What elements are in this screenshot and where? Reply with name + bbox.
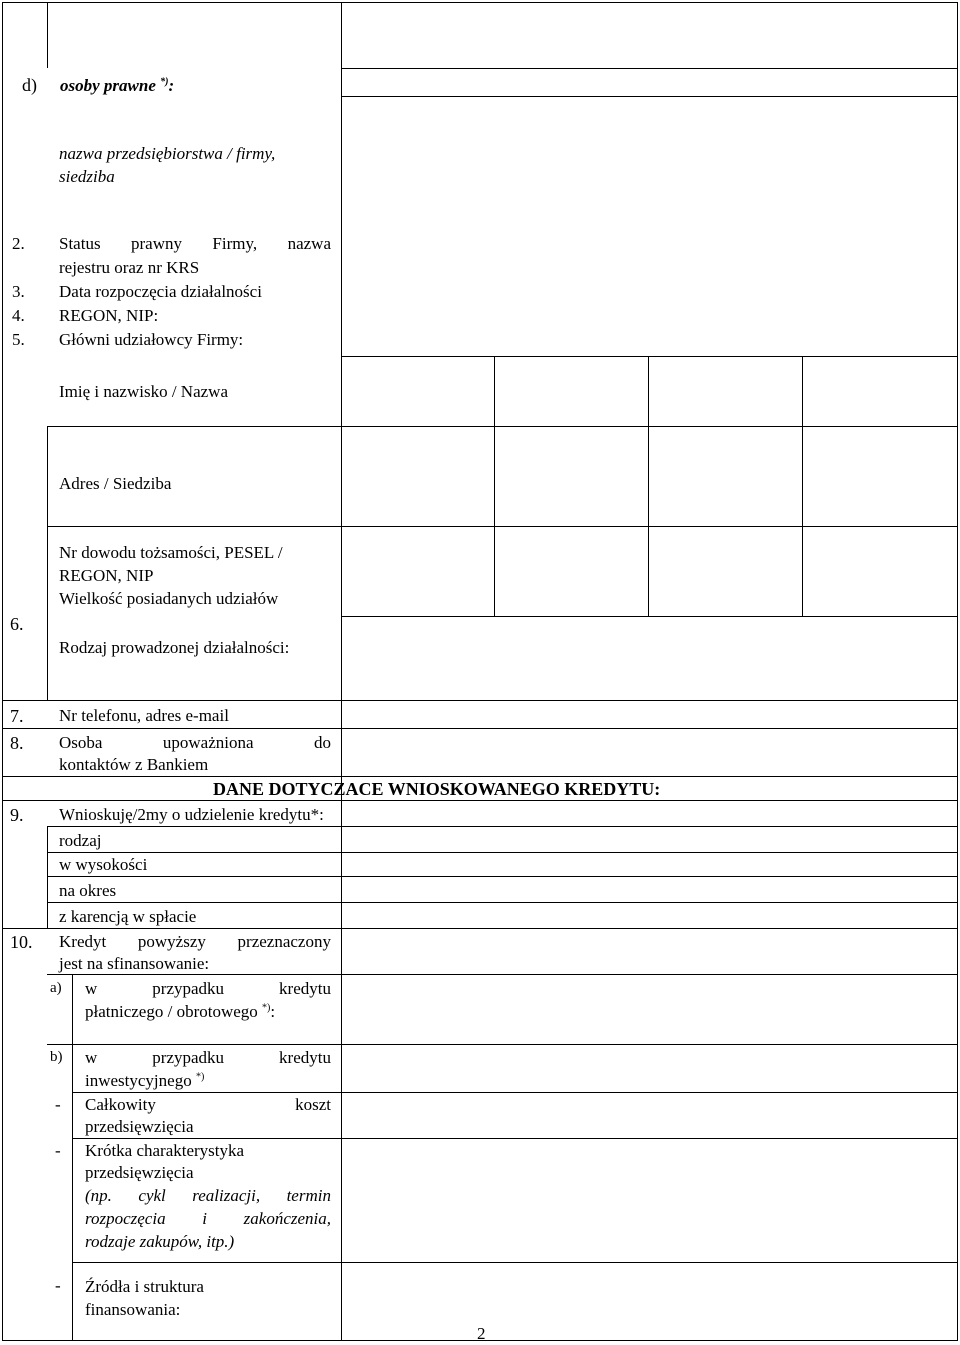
row-2-number: 2. [12, 234, 25, 253]
row-10a-line2 [85, 1000, 275, 1023]
word: do [314, 733, 331, 752]
row-3-label: Data rozpoczęcia działalności [59, 282, 262, 301]
word: Status [59, 234, 101, 253]
desc-line4 [85, 1207, 331, 1230]
word: w [85, 1048, 98, 1067]
row-4-number: 4. [12, 306, 25, 325]
word: przypadku [152, 979, 225, 998]
cost-line2: przedsięwzięcia [85, 1117, 194, 1136]
word: rozpoczęcia [85, 1209, 166, 1228]
cost-dash: - [55, 1095, 61, 1114]
row-10a-colon: : [270, 1002, 276, 1021]
row-4-label: REGON, NIP: [59, 306, 159, 325]
row-10a-mark: *) [262, 1002, 271, 1014]
word: przypadku [152, 1048, 225, 1067]
shareholder-shares-label: Wielkość posiadanych udziałów [59, 589, 279, 608]
section-d-title-colon: : [168, 76, 175, 95]
row-9-number: 9. [10, 805, 24, 825]
section-d-title-text: osoby prawne [60, 76, 156, 95]
desc-line3 [85, 1184, 331, 1207]
row-10-label-line2: jest na sfinansowanie: [59, 954, 210, 973]
company-name-label-line2: siedziba [59, 167, 115, 186]
row-10-label-line1 [59, 930, 331, 953]
word: Firmy, [212, 234, 258, 253]
row-9-sub-type: rodzaj [59, 831, 102, 850]
row-6-label: Rodzaj prowadzonej działalności: [59, 638, 290, 657]
desc-dash: - [55, 1141, 61, 1160]
desc-line5: rodzaje zakupów, itp.) [85, 1232, 235, 1251]
row-5-number: 5. [12, 330, 25, 349]
row-2-label-line1 [59, 232, 331, 255]
section-d-title-mark: *) [160, 76, 169, 88]
row-10-number: 10. [10, 932, 33, 952]
section-d-title [60, 74, 174, 97]
row-5-label: Główni udziałowcy Firmy: [59, 330, 244, 349]
shareholder-id-label-line1: Nr dowodu tożsamości, PESEL / [59, 543, 283, 562]
row-8-number: 8. [10, 733, 24, 753]
company-name-label-line1: nazwa przedsiębiorstwa / firmy, [59, 144, 276, 163]
shareholder-address-label: Adres / Siedziba [59, 474, 172, 493]
row-6-number: 6. [10, 614, 24, 634]
word: upoważniona [162, 733, 254, 752]
word: cykl [138, 1186, 166, 1205]
row-10b-mark: *) [195, 1071, 205, 1083]
word: Całkowity [85, 1095, 156, 1114]
desc-line1: Krótka charakterystyka [85, 1141, 245, 1160]
row-10a-letter: a) [50, 980, 62, 996]
word: koszt [295, 1095, 331, 1114]
row-9-label: Wnioskuję/2my o udzielenie kredytu*: [59, 805, 324, 824]
word: przeznaczony [237, 932, 331, 951]
sources-line2: finansowania: [85, 1300, 181, 1319]
word: zakończenia, [243, 1209, 331, 1228]
row-7-label: Nr telefonu, adres e-mail [59, 706, 229, 725]
word: i [202, 1209, 207, 1228]
row-10a-text: płatniczego / obrotowego [85, 1002, 258, 1021]
word: Kredyt [59, 932, 107, 951]
cost-line1 [85, 1093, 331, 1116]
row-8-label-line1 [59, 731, 331, 754]
page-number: 2 [477, 1324, 486, 1343]
row-10a-line1 [85, 977, 331, 1000]
credit-section-header: DANE DOTYCZACE WNIOSKOWANEGO KREDYTU: [213, 779, 661, 799]
row-9-sub-amount: w wysokości [59, 855, 148, 874]
section-d-letter: d) [22, 75, 37, 95]
shareholder-name-label: Imię i nazwisko / Nazwa [59, 382, 228, 401]
row-8-label-line2: kontaktów z Bankiem [59, 755, 209, 774]
word: w [85, 979, 98, 998]
word: kredytu [279, 979, 331, 998]
word: prawny [131, 234, 182, 253]
word: (np. [85, 1186, 112, 1205]
row-10b-line2 [85, 1069, 204, 1092]
row-10b-letter: b) [50, 1049, 63, 1065]
row-10b-line1 [85, 1046, 331, 1069]
word: powyższy [137, 932, 206, 951]
word: nazwa [287, 234, 331, 253]
sources-line1: Źródła i struktura [85, 1277, 204, 1296]
word: kredytu [279, 1048, 331, 1067]
word: realizacji, [192, 1186, 261, 1205]
desc-line2: przedsięwzięcia [85, 1163, 194, 1182]
sources-dash: - [55, 1276, 61, 1295]
row-9-sub-grace: z karencją w spłacie [59, 907, 197, 926]
row-9-sub-period: na okres [59, 881, 117, 900]
shareholder-id-label-line2: REGON, NIP [59, 566, 154, 585]
row-10b-text: inwestycyjnego [85, 1071, 192, 1090]
word: termin [286, 1186, 331, 1205]
row-7-number: 7. [10, 706, 24, 726]
row-3-number: 3. [12, 282, 25, 301]
word: Osoba [59, 733, 103, 752]
row-2-label-line2: rejestru oraz nr KRS [59, 258, 200, 277]
